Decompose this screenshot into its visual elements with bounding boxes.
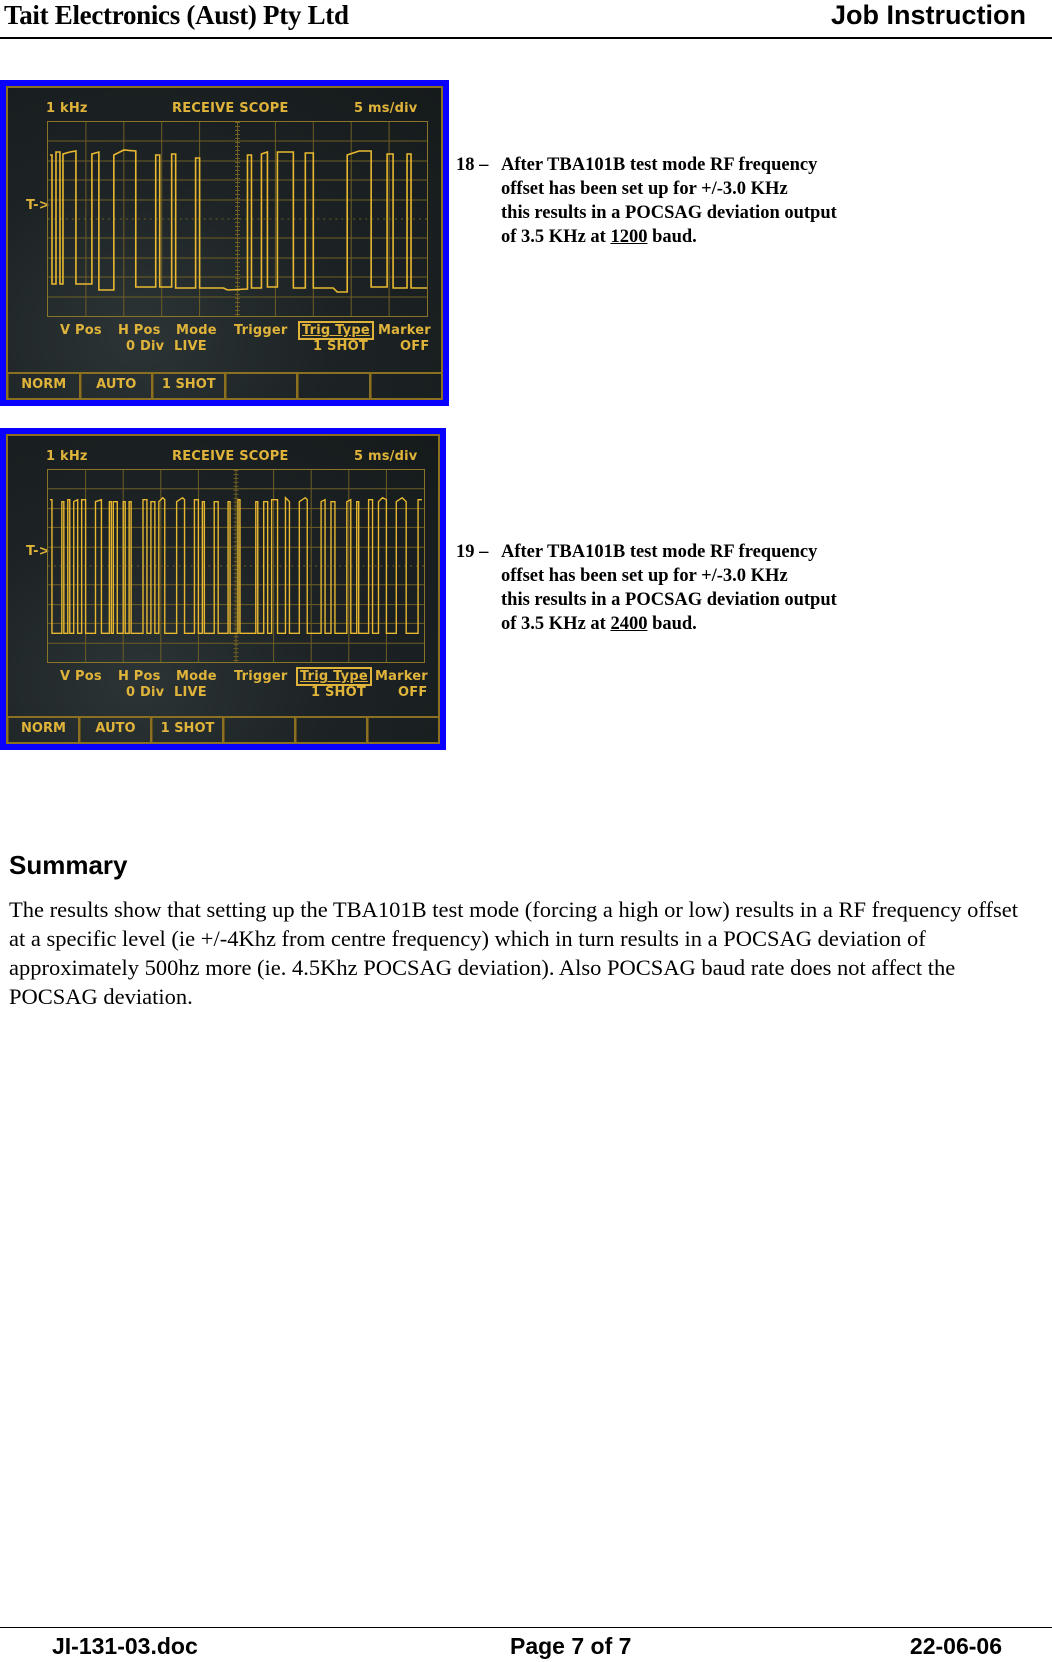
caption-prefix: of 3.5 KHz at [501, 614, 611, 634]
waveform-trace [48, 122, 427, 316]
softkey-bar [8, 372, 441, 398]
scope-photo-1200-baud [0, 80, 449, 406]
menu-label-mode: Mode [176, 323, 217, 338]
menu-label-v-pos: V Pos [60, 669, 102, 684]
scope-screen [6, 86, 443, 400]
scope-title: RECEIVE SCOPE [172, 101, 289, 116]
softkey-blank-5 [298, 374, 371, 398]
softkey-blank-5 [296, 718, 368, 742]
footer-date: 22-06-06 [909, 1633, 1002, 1659]
scope-frequency: 1 kHz [46, 449, 88, 464]
scope-graticule [47, 469, 425, 663]
menu-label-trigger: Trigger [234, 323, 288, 338]
trigger-marker: T-> [26, 198, 50, 213]
menu-value-marker: OFF [400, 339, 430, 354]
scope-screen [6, 434, 440, 744]
softkey-auto: AUTO [80, 718, 152, 742]
menu-label-h-pos: H Pos [118, 323, 161, 338]
caption-line-last [501, 225, 837, 249]
baud-rate-value: 1200 [610, 227, 648, 247]
softkey-1-shot: 1 SHOT [152, 718, 224, 742]
footer-page-number: Page 7 of 7 [510, 1633, 632, 1659]
summary-heading: Summary [9, 850, 128, 880]
menu-label-h-pos: H Pos [118, 669, 161, 684]
caption-line: this results in a POCSAG deviation output [501, 203, 837, 223]
caption-suffix: baud. [647, 614, 697, 634]
menu-value-mode: LIVE [174, 685, 207, 700]
summary-paragraph: The results show that setting up the TBA101B test mode (forcing a high or low) results in a RF frequency offset at a specific level (ie +/-4Khz from centre frequency) which in turn results in a POCSAG deviation of approximately 500hz more (ie. 4.5Khz POCSAG deviation). Also POCSAG baud rate does not affect the POCSAG deviation. [9, 897, 1018, 1009]
header-company: Tait Electronics (Aust) Pty Ltd [4, 0, 349, 30]
softkey-blank-4 [226, 374, 299, 398]
footer-divider [0, 1627, 1052, 1628]
caption-line: this results in a POCSAG deviation output [501, 590, 837, 610]
menu-label-trig-type-selected: Trig Type [296, 667, 372, 686]
menu-value-marker: OFF [398, 685, 428, 700]
scope-graticule [47, 121, 428, 317]
header-doc-type: Job Instruction [831, 0, 1026, 30]
menu-value-trig-type: 1 SHOT [313, 339, 368, 354]
figure-caption-18 [456, 153, 906, 253]
scope-timebase: 5 ms/div [354, 449, 418, 464]
trigger-marker: T-> [26, 544, 50, 559]
softkey-auto: AUTO [81, 374, 154, 398]
softkey-norm: NORM [8, 718, 80, 742]
caption-number: 18 – [456, 155, 489, 175]
menu-label-trigger: Trigger [234, 669, 288, 684]
menu-value-mode: LIVE [174, 339, 207, 354]
waveform-trace [48, 470, 424, 662]
scope-frequency: 1 kHz [46, 101, 88, 116]
caption-line: offset has been set up for +/-3.0 KHz [501, 179, 788, 199]
caption-body [501, 540, 837, 636]
caption-prefix: of 3.5 KHz at [501, 227, 611, 247]
menu-label-marker: Marker [378, 323, 431, 338]
menu-value-trig-type: 1 SHOT [311, 685, 366, 700]
header-divider [0, 37, 1052, 39]
caption-number: 19 – [456, 542, 489, 562]
caption-line: After TBA101B test mode RF frequency [501, 542, 818, 562]
caption-line: After TBA101B test mode RF frequency [501, 155, 818, 175]
caption-body [501, 153, 837, 249]
menu-label-mode: Mode [176, 669, 217, 684]
caption-line-last [501, 612, 837, 636]
scope-timebase: 5 ms/div [354, 101, 418, 116]
softkey-blank-4 [224, 718, 296, 742]
menu-value-h-pos: 0 Div [126, 685, 165, 700]
footer-filename: JI-131-03.doc [52, 1633, 198, 1659]
softkey-1-shot: 1 SHOT [153, 374, 226, 398]
caption-line: offset has been set up for +/-3.0 KHz [501, 566, 788, 586]
softkey-blank-6 [371, 374, 442, 398]
baud-rate-value: 2400 [610, 614, 648, 634]
menu-label-marker: Marker [375, 669, 428, 684]
caption-suffix: baud. [647, 227, 697, 247]
menu-label-v-pos: V Pos [60, 323, 102, 338]
figure-caption-19 [456, 540, 906, 640]
softkey-norm: NORM [8, 374, 81, 398]
scope-photo-2400-baud [0, 428, 446, 750]
softkey-blank-6 [368, 718, 438, 742]
softkey-bar [8, 716, 438, 742]
menu-value-h-pos: 0 Div [126, 339, 165, 354]
menu-label-trig-type-selected: Trig Type [298, 321, 374, 340]
scope-title: RECEIVE SCOPE [172, 449, 289, 464]
